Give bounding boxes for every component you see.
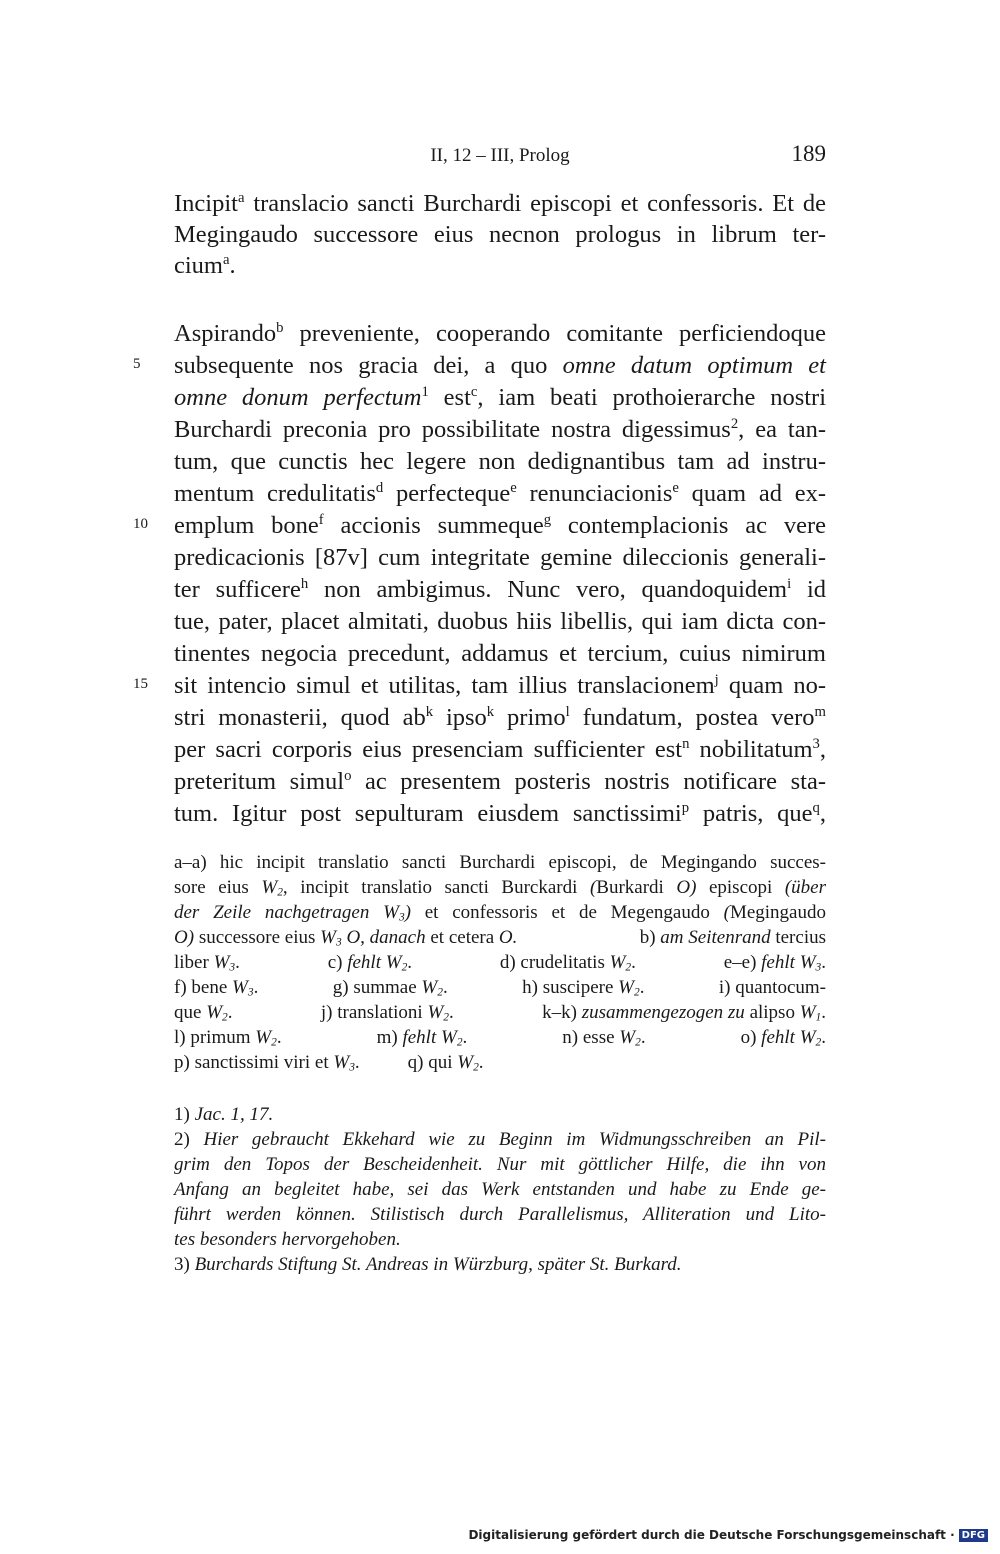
footnote-line: 2) Hier gebraucht Ekkehard wie zu Beginn im Widmungsschreiben an Pil- [174, 1129, 827, 1150]
heading-line: Incipit$^a$ translacio sancti Burchardi episcopi et confessoris. Et de [174, 189, 826, 217]
body-line: tum, que cunctis hec legere non dedignantibus tam ad instru- [174, 448, 826, 475]
body-line: emplum bone$^f$ accionis summeque$^g$ contemplacionis ac vere [174, 511, 826, 539]
apparatus-line: a–a) hic incipit translatio sancti Burchardi episcopi, de Megingando succes- [174, 852, 826, 873]
dfg-logo: DFG [959, 1529, 988, 1542]
apparatus-line [174, 1000, 826, 1025]
body-text [174, 318, 826, 830]
body-line: ter sufficere$^h$ non ambigimus. Nunc vero, quandoquidem$^i$ id [174, 575, 827, 603]
apparatus-line [174, 950, 826, 975]
body-line: tum. Igitur post sepulturam eiusdem sanctissimi$^p$ patris, que$^q$, [174, 799, 826, 827]
apparatus-entry: i) quantocum- [718, 977, 826, 998]
apparatus-entry: e–e) fehlt $W_3$. [723, 952, 826, 974]
heading-line: Megingaudo successore eius necnon prologus in librum ter- [174, 221, 826, 248]
apparatus-entry: k–k) zusammengezogen zu alipso $W_1$. [542, 1002, 826, 1024]
footnote-line: 1) Jac. 1, 17. [174, 1104, 274, 1125]
body-line: Burchardi preconia pro possibilitate nostra digessimus$^2$, ea tan- [174, 415, 826, 443]
body-line: tinentes negocia precedunt, addamus et tercium, cuius nimirum [174, 640, 826, 667]
running-title: II, 12 – III, Prolog [430, 145, 570, 166]
body-line: Aspirando$^b$ preveniente, cooperando comitante perficiendoque [174, 319, 826, 347]
apparatus-line: sore eius $W_2$, incipit translatio sancti Burckardi (Burkardi O) episcopi (über [174, 877, 826, 899]
body-line: preteritum simul$^o$ ac presentem posteris nostris notificare sta- [174, 767, 826, 795]
body-line: omne donum perfectum$^1$ est$^c$, iam beati prothoierarche nostri [174, 383, 826, 411]
funding-credit-text: Digitalisierung gefördert durch die Deutsche Forschungsgemeinschaft · [468, 1528, 955, 1542]
apparatus-entry: o) fehlt $W_2$. [740, 1027, 826, 1049]
apparatus-entry: d) crudelitatis $W_2$. [499, 952, 636, 974]
footnote-line: führt werden können. Stilistisch durch Parallelismus, Alliteration und Lito- [174, 1204, 826, 1225]
line-number: 15 [133, 676, 148, 692]
apparatus-entry: h) suscipere $W_2$. [522, 977, 645, 999]
apparatus-line [174, 1050, 826, 1075]
footnote-line: grim den Topos der Bescheidenheit. Nur mit göttlicher Hilfe, die ihn von [174, 1154, 826, 1175]
apparatus-line: O) successore eius $W_3$ O, danach et cetera O. b) am Seitenrand tercius [174, 927, 826, 949]
footnote-line: Anfang an begleitet habe, sei das Werk entstanden und habe zu Ende ge- [174, 1179, 826, 1200]
apparatus-line [174, 1025, 826, 1050]
apparatus-entry: f) bene $W_3$. [174, 977, 259, 999]
apparatus-entry: g) summae $W_2$. [332, 977, 448, 999]
page-header [174, 141, 826, 171]
apparatus-entry: c) fehlt $W_2$. [327, 952, 413, 974]
footnotes [174, 1102, 826, 1277]
apparatus-line: der Zeile nachgetragen $W_3$) et confessoris et de Megengaudo (Megingaudo [174, 902, 826, 924]
apparatus-entry: n) esse $W_2$. [562, 1027, 646, 1049]
apparatus-entry: p) sanctissimi viri et $W_3$. [174, 1052, 360, 1074]
page-number: 189 [791, 141, 826, 166]
critical-apparatus [174, 850, 826, 1075]
body-line: tue, pater, placet almitati, duobus hiis libellis, qui iam dicta con- [174, 608, 826, 635]
body-line: subsequente nos gracia dei, a quo omne datum optimum et [174, 352, 826, 379]
body-line: stri monasterii, quod $ab^k$ ipso$^k$ primo$^l$ fundatum, postea vero$^m$ [174, 703, 826, 731]
heading-line: cium$^a$. [174, 251, 236, 279]
body-line: predicacionis [87v] cum integritate gemine dileccionis generali- [174, 544, 826, 571]
apparatus-entry: que $W_2$. [174, 1002, 233, 1024]
apparatus-entry: liber $W_3$. [174, 952, 240, 974]
apparatus-entry: l) primum $W_2$. [174, 1027, 282, 1049]
chapter-heading [174, 188, 826, 281]
body-line: mentum credulitatis$^d$ perfecteque$^e$ renunciacionis$^e$ quam ad ex- [174, 479, 826, 507]
line-number: 5 [133, 356, 141, 372]
apparatus-entry: j) translationi $W_2$. [320, 1002, 454, 1024]
apparatus-entry: q) qui $W_2$. [407, 1052, 484, 1074]
funding-credit [468, 1528, 988, 1542]
body-line: per sacri corporis eius presenciam sufficienter est$^n$ nobilitatum$^3$, [174, 735, 826, 763]
apparatus-entry: m) fehlt $W_2$. [376, 1027, 468, 1049]
footnote-line: tes besonders hervorgehoben. [174, 1229, 401, 1250]
line-number: 10 [133, 516, 148, 532]
body-line: sit intencio simul et utilitas, tam illius translacionem$^j$ quam no- [174, 671, 826, 699]
apparatus-line [174, 975, 826, 1000]
footnote-line: 3) Burchards Stiftung St. Andreas in Würzburg, später St. Burkard. [174, 1254, 682, 1275]
